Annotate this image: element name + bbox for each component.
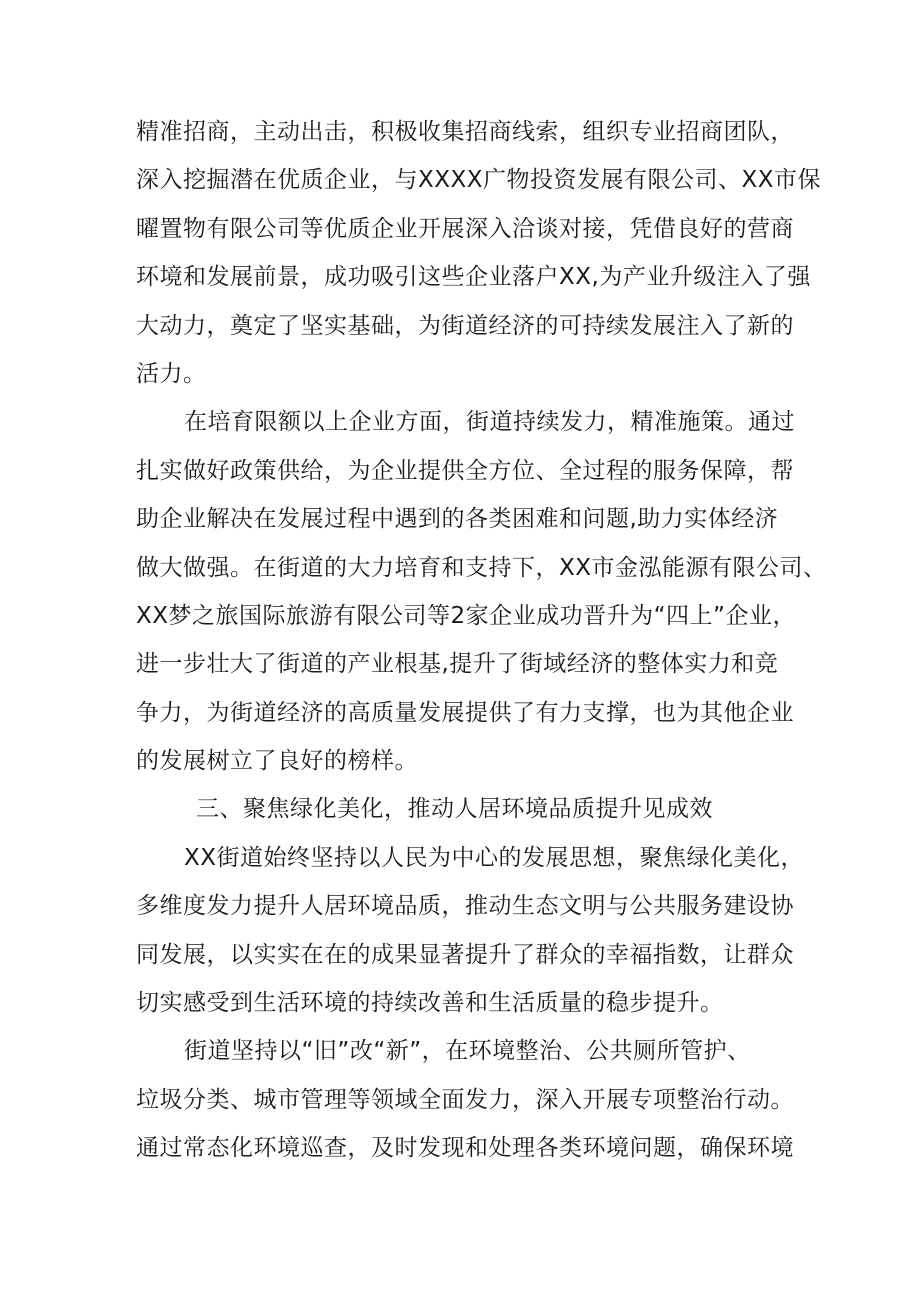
paragraph-line: 同发展，以实实在在的成果显著提升了群众的幸福指数，让群众 [136, 941, 794, 968]
paragraph-first-line: 街道坚持以“旧”改“新”，在环境整治、公共厕所管护、 [184, 1038, 751, 1065]
paragraph-line: 进一步壮大了街道的产业根基,提升了街域经济的整体实力和竞 [136, 651, 779, 678]
section-heading: 三、聚焦绿化美化，推动人居环境品质提升见成效 [196, 796, 713, 823]
paragraph-first-line: XX街道始终坚持以人民为中心的发展思想，聚焦绿化美化， [184, 844, 805, 871]
paragraph-line: 精准招商，主动出击，积极收集招商线索，组织专业招商团队， [136, 119, 794, 145]
paragraph-first-line: 在培育限额以上企业方面，街道持续发力，精准施策。通过 [184, 409, 795, 436]
paragraph-line: 通过常态化环境巡查，及时发现和处理各类环境问题，确保环境 [136, 1135, 794, 1162]
paragraph-line: 环境和发展前景，成功吸引这些企业落户XX,为产业升级注入了强 [136, 264, 811, 291]
paragraph-line: XX梦之旅国际旅游有限公司等2家企业成功晋升为“四上”企业， [136, 602, 796, 629]
paragraph-line: 垃圾分类、城市管理等领域全面发力，深入开展专项整治行动。 [136, 1086, 794, 1113]
paragraph-line: 活力。 [136, 360, 207, 387]
paragraph-line: 曜置物有限公司等优质企业开展深入洽谈对接，凭借良好的营商 [136, 215, 794, 242]
paragraph-line: 做大做强。在街道的大力培育和支持下，XX市金泓能源有限公司、 [136, 554, 827, 581]
paragraph-line: 的发展树立了良好的榜样。 [136, 748, 418, 775]
paragraph-line: 助企业解决在发展过程中遇到的各类困难和问题,助力实体经济 [136, 506, 779, 533]
paragraph-line: 大动力，奠定了坚实基础，为街道经济的可持续发展注入了新的 [136, 312, 794, 339]
paragraph-line: 扎实做好政策供给，为企业提供全方位、全过程的服务保障，帮 [136, 457, 794, 484]
document-body [136, 108, 827, 1173]
paragraph-line: 深入挖掘潜在优质企业，与XXXX广物投资发展有限公司、XX市保 [136, 167, 822, 194]
paragraph-line: 多维度发力提升人居环境品质，推动生态文明与公共服务建设协 [136, 893, 794, 920]
paragraph-line: 争力，为街道经济的高质量发展提供了有力支撑，也为其他企业 [136, 699, 794, 726]
paragraph-line: 切实感受到生活环境的持续改善和生活质量的稳步提升。 [136, 990, 724, 1017]
